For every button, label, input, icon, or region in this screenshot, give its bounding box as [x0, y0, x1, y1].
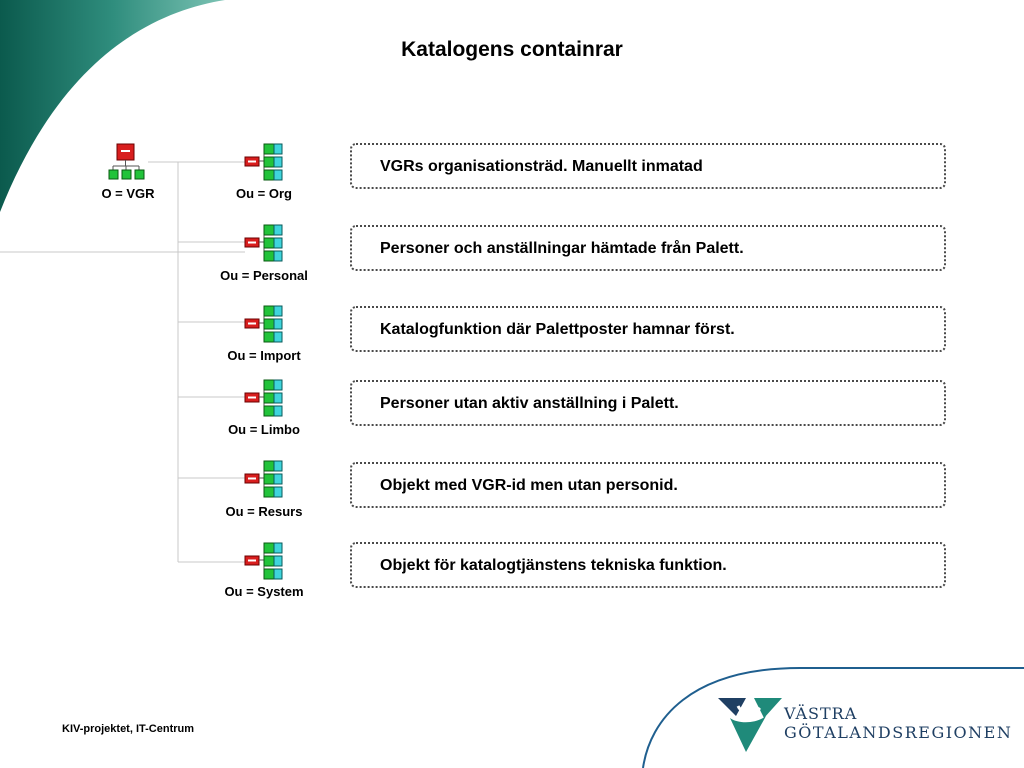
ou-label-system: Ou = System	[224, 584, 304, 599]
ou-label-personal: Ou = Personal	[220, 268, 308, 283]
vgr-logo-icon	[716, 694, 784, 754]
ou-node-icon	[244, 542, 284, 582]
page-title: Katalogens containrar	[401, 38, 623, 61]
ou-node-icon	[244, 305, 284, 345]
description-box-limbo	[350, 380, 946, 426]
description-text: Objekt med VGR-id men utan personid.	[380, 477, 678, 494]
vgr-logo-wordmark	[784, 704, 1012, 742]
ou-label-limbo: Ou = Limbo	[228, 422, 300, 437]
ou-label-resurs: Ou = Resurs	[225, 504, 303, 519]
ou-node-icon	[244, 379, 284, 419]
root-label: O = VGR	[101, 186, 155, 201]
description-box-resurs	[350, 462, 946, 508]
logo-line-1: VÄSTRA	[784, 704, 858, 723]
description-text: Katalogfunktion där Palettposter hamnar först.	[380, 321, 735, 338]
description-text: Personer utan aktiv anställning i Palett.	[380, 395, 679, 412]
description-box-org	[350, 143, 946, 189]
description-box-import	[350, 306, 946, 352]
ou-label-org: Ou = Org	[236, 186, 292, 201]
description-text: VGRs organisationsträd. Manuellt inmatad	[380, 158, 703, 175]
description-box-system	[350, 542, 946, 588]
footer-text: KIV-projektet, IT-Centrum	[62, 723, 195, 735]
ou-node-icon	[244, 143, 284, 183]
root-node-icon	[108, 143, 148, 181]
description-box-personal	[350, 225, 946, 271]
logo-line-2: GÖTALANDSREGIONEN	[784, 723, 1013, 742]
ou-node-icon	[244, 224, 284, 264]
ou-label-import: Ou = Import	[227, 348, 301, 363]
description-text: Objekt för katalogtjänstens tekniska funktion.	[380, 557, 727, 574]
ou-node-icon	[244, 460, 284, 500]
description-text: Personer och anställningar hämtade från Palett.	[380, 240, 744, 257]
